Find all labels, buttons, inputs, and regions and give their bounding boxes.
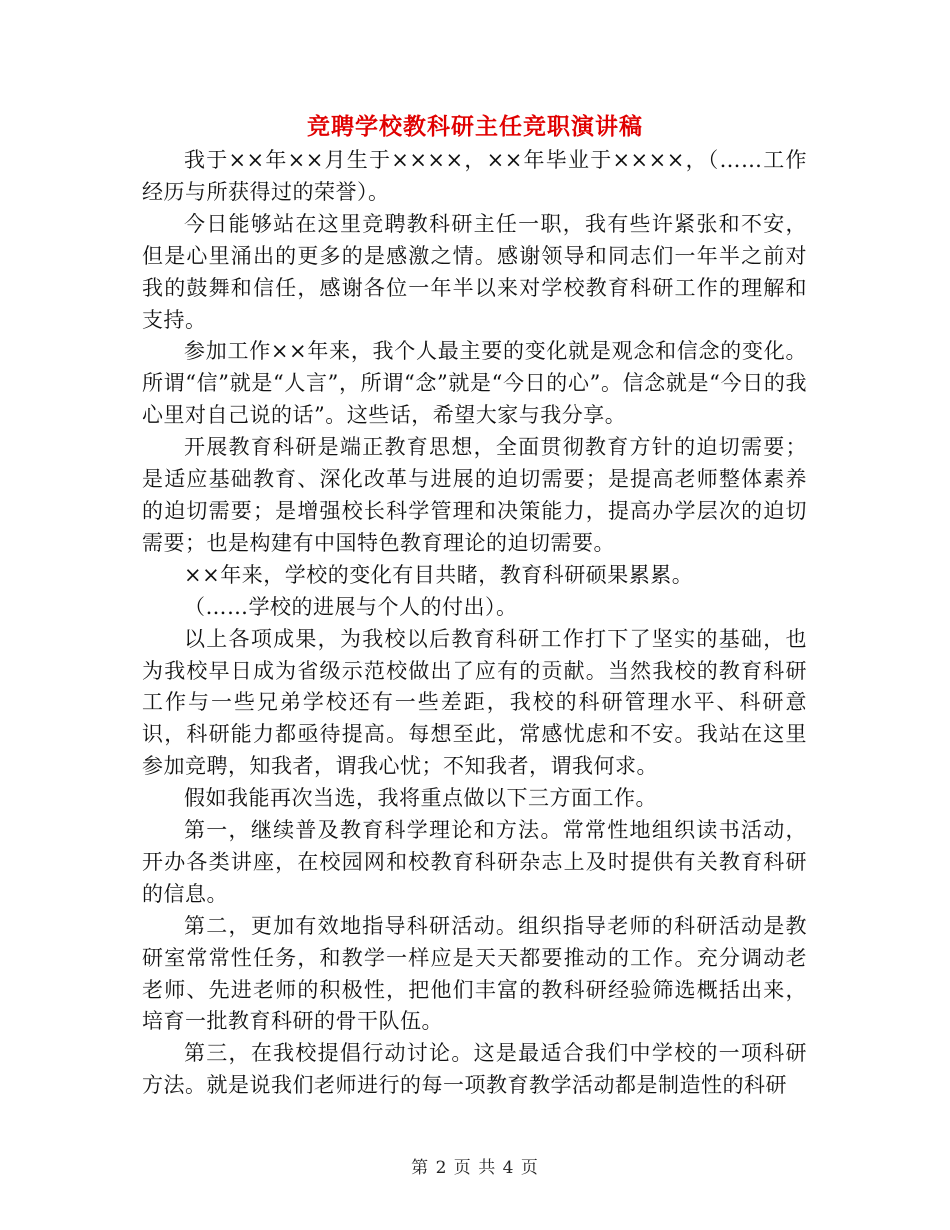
paragraph-5: ××年来，学校的变化有目共睹，教育科研硕果累累。 bbox=[184, 562, 694, 587]
paragraph-9: 第一，继续普及教育科学理论和方法。常常性地组织读书活动，开办各类讲座，在校园网和校教育科研杂志上及时提供有关教育科研的信息。 bbox=[142, 818, 807, 906]
paragraph-1: 我于××年××月生于××××，××年毕业于××××，（……工作经历与所获得过的荣誉）。 bbox=[142, 148, 807, 204]
document-title: 竞聘学校教科研主任竞职演讲稿 bbox=[307, 113, 643, 140]
document-body bbox=[142, 145, 807, 1102]
paragraph-3: 参加工作××年来，我个人最主要的变化就是观念和信念的变化。所谓“信”就是“人言”，所谓“念”就是“今日的心”。信念就是“今日的我心里对自己说的话”。这些话，希望大家与我分享。 bbox=[142, 339, 807, 428]
paragraph-6: （……学校的进展与个人的付出）。 bbox=[184, 594, 518, 619]
paragraph-11: 第三，在我校提倡行动讨论。这是最适合我们中学校的一项科研方法。就是说我们老师进行的每一项教育教学活动都是制造性的科研 bbox=[142, 1041, 807, 1098]
page-number-footer: 第 2 页 共 4 页 bbox=[411, 1158, 539, 1178]
paragraph-8: 假如我能再次当选，我将重点做以下三方面工作。 bbox=[184, 786, 657, 811]
paragraph-2: 今日能够站在这里竞聘教科研主任一职，我有些许紧张和不安，但是心里涌出的更多的是感激之情。感谢领导和同志们一年半之前对我的鼓舞和信任，感谢各位一年半以来对学校教育科研工作的理解和支持。 bbox=[142, 211, 807, 332]
paragraph-10: 第二，更加有效地指导科研活动。组织指导老师的科研活动是教研室常常性任务，和教学一样应是天天都要推动的工作。充分调动老老师、先进老师的积极性，把他们丰富的教科研经验筛选概括出来，培育一批教育科研的骨干队伍。 bbox=[142, 913, 807, 1034]
paragraph-7: 以上各项成果，为我校以后教育科研工作打下了坚实的基础，也为我校早日成为省级示范校做出了应有的贡献。当然我校的教育科研工作与一些兄弟学校还有一些差距，我校的科研管理水平、科研意识，科研能力都亟待提高。每想至此，常感忧虑和不安。我站在这里参加竞聘，知我者，谓我心忧；不知我者，谓我何求。 bbox=[142, 626, 807, 779]
paragraph-4: 开展教育科研是端正教育思想，全面贯彻教育方针的迫切需要；是适应基础教育、深化改革与进展的迫切需要；是提高老师整体素养的迫切需要；是增强校长科学管理和决策能力，提高办学层次的迫切需要；也是构建有中国特色教育理论的迫切需要。 bbox=[142, 435, 807, 555]
